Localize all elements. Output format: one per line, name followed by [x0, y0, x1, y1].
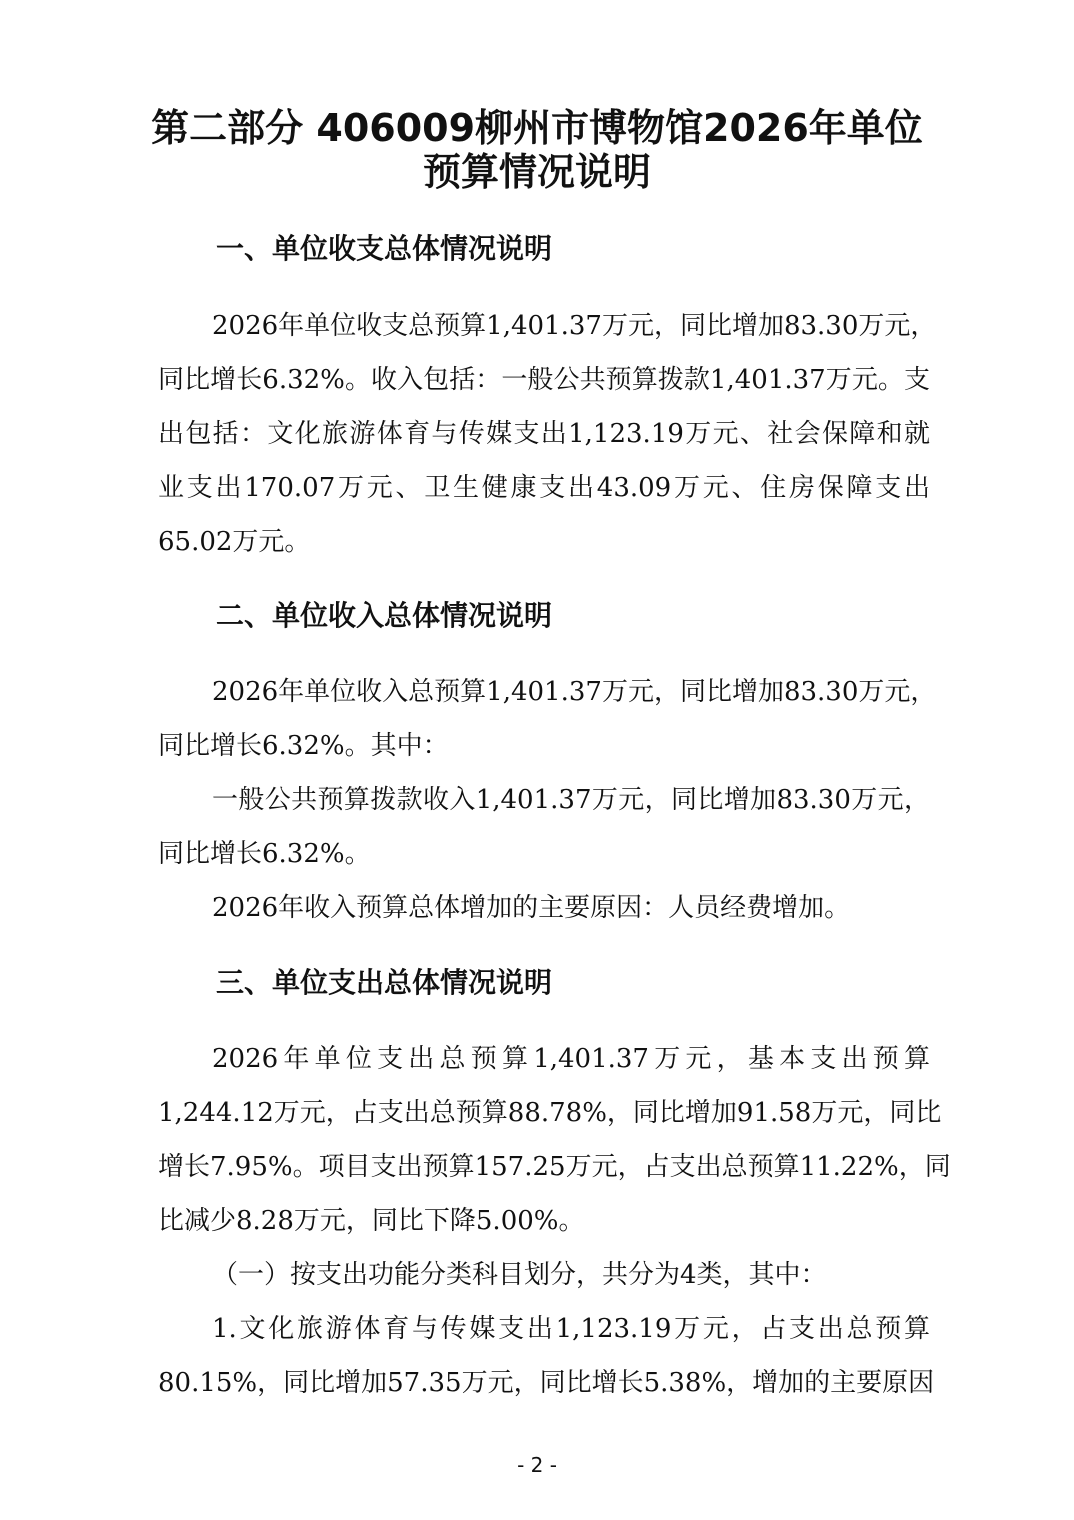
section2-line4: 同比增长6.32%。 — [158, 839, 371, 869]
section3-line1: 2026年单位支出总预算1,401.37万元，基本支出预算 — [212, 1044, 930, 1074]
section3-line6: 1.文化旅游体育与传媒支出1,123.19万元，占支出总预算 — [212, 1314, 930, 1344]
section3-heading: 三、单位支出总体情况说明 — [216, 966, 553, 999]
section3-line3: 增长7.95%。项目支出预算157.25万元，占支出总预算11.22%，同 — [158, 1152, 951, 1182]
page-number: - 2 - — [517, 1453, 557, 1477]
section3-line2: 1,244.12万元，占支出总预算88.78%，同比增加91.58万元，同比 — [158, 1098, 942, 1128]
section1-line2: 同比增长6.32%。收入包括：一般公共预算拨款1,401.37万元。支 — [158, 365, 930, 395]
section1-line5: 65.02万元。 — [158, 527, 311, 557]
section2-line1: 2026年单位收入总预算1,401.37万元，同比增加83.30万元， — [212, 677, 937, 707]
section1-line3: 出包括：文化旅游体育与传媒支出1,123.19万元、社会保障和就 — [158, 419, 930, 449]
section1-line4: 业支出170.07万元、卫生健康支出43.09万元、住房保障支出 — [158, 473, 930, 503]
section1-line1: 2026年单位收支总预算1,401.37万元，同比增加83.30万元， — [212, 311, 937, 341]
section2-heading: 二、单位收入总体情况说明 — [216, 599, 553, 632]
document-title-line2: 预算情况说明 — [422, 150, 651, 194]
section3-line7: 80.15%，同比增加57.35万元，同比增长5.38%，增加的主要原因 — [158, 1368, 935, 1398]
section2-line2: 同比增长6.32%。其中： — [158, 731, 449, 761]
section2-line5: 2026年收入预算总体增加的主要原因：人员经费增加。 — [212, 893, 851, 923]
document-title-line1: 第二部分 406009柳州市博物馆2026年单位 — [151, 106, 923, 150]
section3-line4: 比减少8.28万元，同比下降5.00%。 — [158, 1206, 585, 1236]
section1-heading: 一、单位收支总体情况说明 — [216, 232, 553, 265]
section2-line3: 一般公共预算拨款收入1,401.37万元，同比增加83.30万元， — [212, 785, 930, 815]
section3-line5: （一）按支出功能分类科目划分，共分为4类，其中： — [212, 1260, 827, 1290]
